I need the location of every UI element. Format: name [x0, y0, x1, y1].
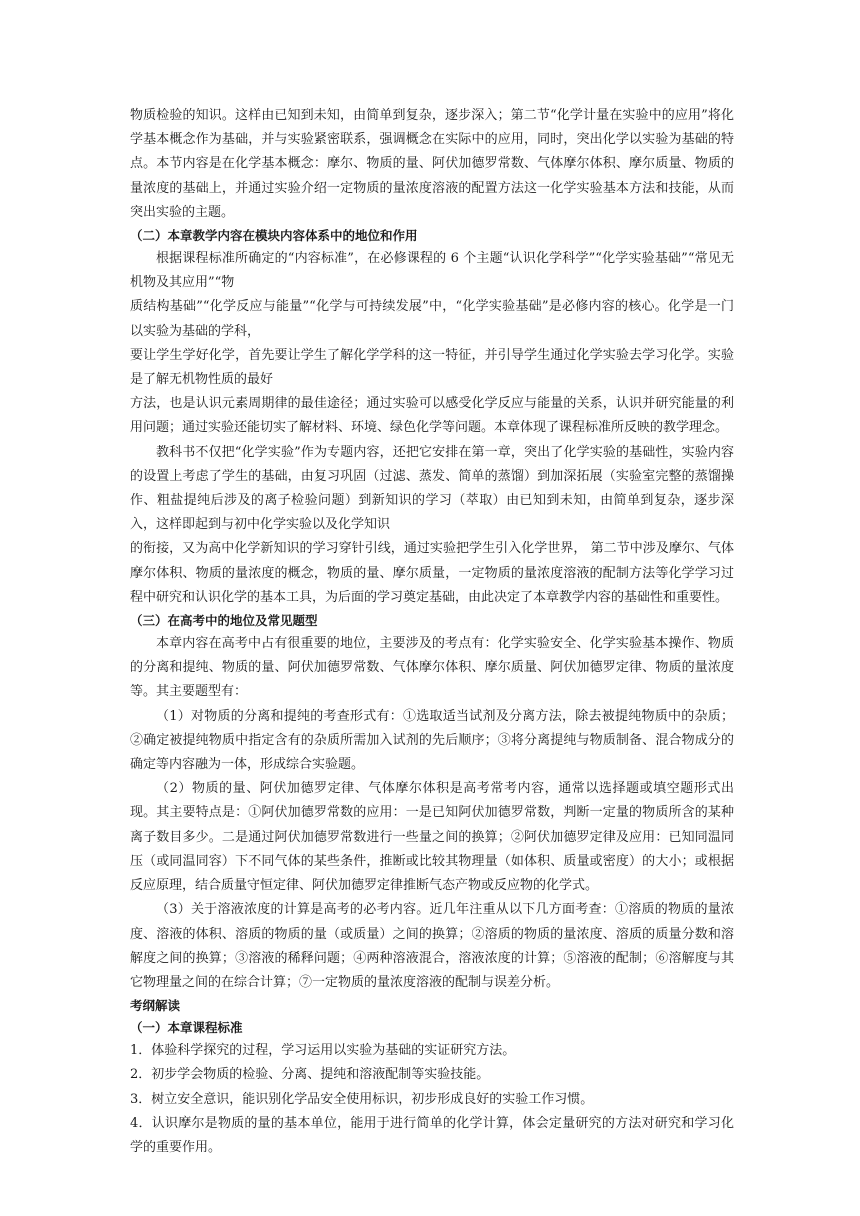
exam-item-1: （1）对物质的分离和提纯的考查形式有：①选取适当试剂及分离方法，除去被提纯物质中的杂质；②确定被提纯物质中指定含有的杂质所需加入试剂的先后顺序；③将分离提纯与物质制备、混合物成分的确定等内容融为一体，形成综合实验题。: [130, 708, 734, 773]
standard-item-2: 2．初步学会物质的检验、分离、提纯和溶液配制等实验技能。: [130, 1067, 490, 1083]
intro-paragraph: 物质检验的知识。这样由已知到未知，由简单到复杂，逐步深入；第二节“化学计量在实验中的应用”将化学基本概念作为基础，并与实验紧密联系，强调概念在实际中的应用，同时，突出化学以实验为基础的特点。本节内容是在化学基本概念：摩尔、物质的量、阿伏加德罗常数、气体摩尔体积、摩尔质量、物质的量浓度的基础上，并通过实验介绍一定物质的量浓度溶液的配置方法这一化学实验基本方法和技能，从而突出实验的主题。: [130, 108, 734, 220]
document-page: [130, 104, 734, 1160]
section-heading-module-position: （二）本章教学内容在模块内容体系中的地位和作用: [130, 228, 418, 244]
standard-item-4: 4．认识摩尔是物质的量的基本单位，能用于进行简单的化学计算，体会定量研究的方法对研究和学习化学的重要作用。: [130, 1115, 734, 1155]
standard-item-1: 1．体验科学探究的过程，学习运用以实验为基础的实证研究方法。: [130, 1043, 516, 1059]
section-heading-syllabus: 考纲解读: [130, 998, 181, 1014]
exam-item-2: （2）物质的量、阿伏加德罗定律、气体摩尔体积是高考常考内容，通常以选择题或填空题形式出现。其主要特点是：①阿伏加德罗常数的应用：一是已知阿伏加德罗常数，判断一定量的物质所含的某种离子数目多少。二是通过阿伏加德罗常数进行一些量之间的换算；②阿伏加德罗定律及应用：已知同温同压（或同温同容）下不同气体的某些条件，推断或比较其物理量（如体积、质量或密度）的大小；或根据反应原理，结合质量守恒定律、阿伏加德罗定律推断气态产物或反应物的化学式。: [130, 781, 734, 894]
paragraph-textbook-2: 的衔接，又为高中化学新知识的学习穿针引线，通过实验把学生引入化学世界， 第二节中涉及摩尔、气体摩尔体积、物质的量浓度的概念，物质的量、摩尔质量，一定物质的量浓度溶液的配制方法等化学学习过程中研究和认识化学的基本工具，为后面的学习奠定基础，由此决定了本章教学内容的基础性和重要性。: [130, 541, 734, 605]
paragraph-exam-intro: 本章内容在高考中占有很重要的地位，主要涉及的考点有：化学实验安全、化学实验基本操作、物质的分离和提纯、物质的量、阿伏加德罗常数、气体摩尔体积、摩尔质量、阿伏加德罗定律、物质的量浓度等。其主要题型有：: [130, 636, 734, 700]
paragraph-curriculum-3: 要让学生学好化学，首先要让学生了解化学学科的这一特征，并引导学生通过化学实验去学习化学。实验是了解无机物性质的最好: [130, 347, 734, 388]
subheading-curriculum-standard: （一）本章课程标准: [130, 1020, 243, 1036]
exam-item-3: （3）关于溶液浓度的计算是高考的必考内容。近几年注重从以下几方面考查：①溶质的物质的量浓度、溶液的体积、溶质的物质的量（或质量）之间的换算；②溶质的物质的量浓度、溶质的质量分数和溶解度之间的换算；③溶液的稀释问题；④两种溶液混合，溶液浓度的计算；⑤溶液的配制；⑥溶解度与其它物理量之间的在综合计算；⑦一定物质的量浓度溶液的配制与误差分析。: [130, 902, 734, 990]
paragraph-curriculum-2: 质结构基础”“化学反应与能量”“化学与可持续发展”中，“化学实验基础”是必修内容的核心。化学是一门以实验为基础的学科，: [130, 299, 734, 339]
paragraph-curriculum-4: 方法，也是认识元素周期律的最佳途径；通过实验可以感受化学反应与能量的关系，认识并研究能量的利用问题；通过实验还能切实了解材料、环境、绿色化学等问题。本章体现了课程标准所反映的教学理念。: [130, 396, 734, 436]
section-heading-exam-position: （三）在高考中的地位及常见题型: [130, 613, 318, 629]
paragraph-curriculum-1: 根据课程标准所确定的“内容标准”，在必修课程的 6 个主题“认识化学科学”“化学实验基础”“常见无机物及其应用”“物: [130, 251, 734, 291]
paragraph-textbook-1: 教科书不仅把“化学实验”作为专题内容，还把它安排在第一章，突出了化学实验的基础性，实验内容的设置上考虑了学生的基础，由复习巩固（过滤、蒸发、简单的蒸馏）到加深拓展（实验室完整的蒸馏操作、粗盐提纯后涉及的离子检验问题）到新知识的学习（萃取）由已知到未知，由简单到复杂，逐步深入，这样即起到与初中化学实验以及化学知识: [130, 444, 734, 533]
standard-item-3: 3．树立安全意识，能识别化学品安全使用标识，初步形成良好的实验工作习惯。: [130, 1091, 594, 1107]
